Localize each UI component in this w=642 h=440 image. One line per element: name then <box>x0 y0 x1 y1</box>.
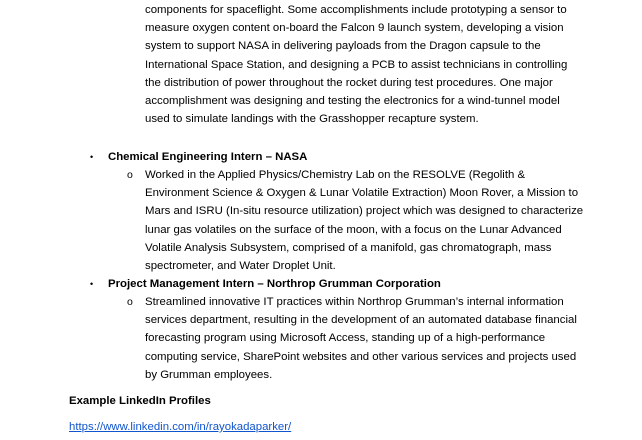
role-title-northrop: Project Management Intern – Northrop Grumman Corporation <box>108 278 441 290</box>
linkedin-profile-link[interactable]: https://www.linkedin.com/in/rayokadaparker/ <box>69 421 292 433</box>
sub-bullet-icon: o <box>127 296 133 308</box>
continuation-paragraph: components for spaceflight. Some accomplishments include prototyping a sensor to measure oxygen content on-board the Falcon 9 launch system, developing a vision system to support NASA in delivering payloads from the Dragon capsule to the International Space Station, and designing a PCB to assist technicians in controlling the distribution of power throughout the rocket during test procedures. One major accomplishment was designing and testing the electronics for a wind-tunnel model used to simulate landings with the Grasshopper recapture system. <box>145 4 568 126</box>
section-heading-linkedin: Example LinkedIn Profiles <box>69 395 211 407</box>
bullet-icon: • <box>90 152 94 162</box>
sub-bullet-icon: o <box>127 169 133 181</box>
role-title-nasa: Chemical Engineering Intern – NASA <box>108 151 308 163</box>
role-description-northrop: Streamlined innovative IT practices within Northrop Grumman’s internal information services department, resulting in the development of an automated database financial forecasting program using Microsoft Access, standing up of a high-performance computing service, SharePoint websites and other various services and projects used by Grumman employees. <box>145 296 577 381</box>
bullet-icon: • <box>90 279 94 289</box>
role-description-nasa: Worked in the Applied Physics/Chemistry Lab on the RESOLVE (Regolith & Environment Science & Oxygen & Lunar Volatile Extraction) Moon Rover, a Mission to Mars and ISRU (In-situ resource utilization) project which was designed to characterize lunar gas volatiles on the surface of the moon, with a focus on the Lunar Advanced Volatile Analysis Subsystem, comprised of a manifold, gas chromatograph, mass spectrometer, and Water Droplet Unit. <box>145 169 584 273</box>
